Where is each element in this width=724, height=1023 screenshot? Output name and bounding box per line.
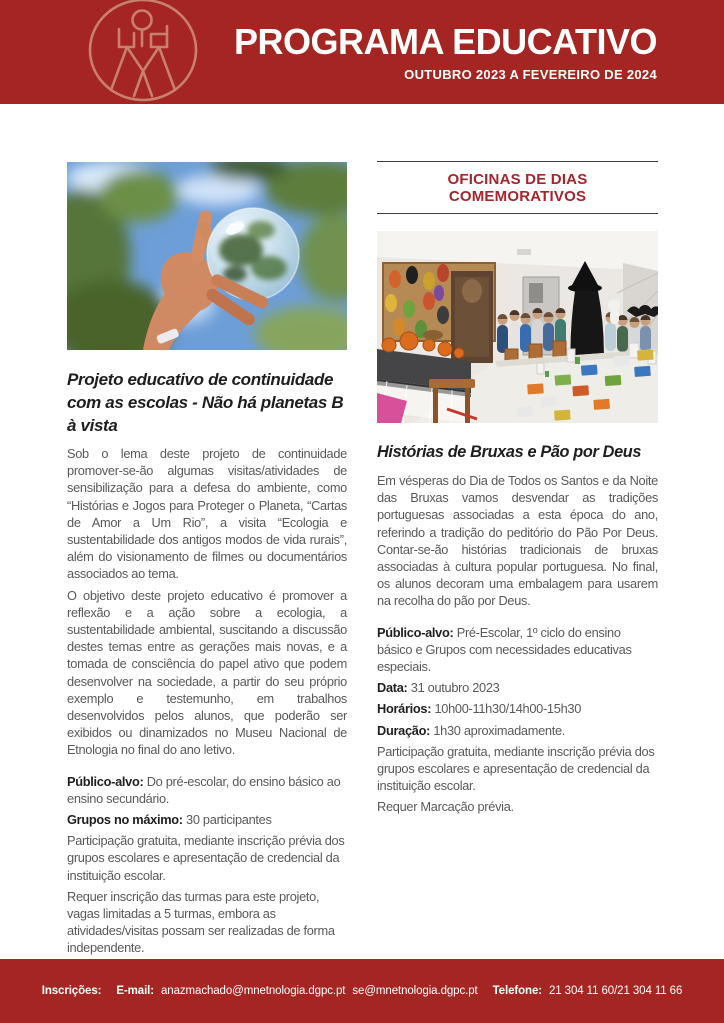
right-column: [377, 104, 658, 961]
note-free-participation: Participação gratuita, mediante inscrição prévia dos grupos escolares e apresentação de credencial da instituição escolar.: [67, 833, 345, 883]
email-address-1: anazmachado@mnetnologia.dgpc.pt: [161, 985, 346, 997]
footer-bar: [0, 959, 724, 1023]
detail-label: Data:: [377, 680, 408, 696]
detail-group-size: [67, 811, 347, 828]
detail-text: Pré-Escolar, 1º ciclo do ensino básico e Grupos com necessidades educativas especiais.: [377, 624, 632, 675]
header-subtitle: OUTUBRO 2023 A FEVEREIRO DE 2024: [404, 66, 657, 82]
section-heading-box: [377, 161, 658, 214]
section-heading: OFICINAS DE DIAS COMEMORATIVOS: [447, 171, 588, 205]
workshop-paragraph: Em vésperas do Dia de Todos os Santos e da Noite das Bruxas vamos desvendar as tradições portuguesas associadas a esta época do ano, referindo a tradição do peditório do Pão Por Deus. Contar-se-ão histórias tradicionais de bruxas associadas à cultura popular portuguesa. No final, os alunos decoram uma embalagem para usarem na recolha do pão por Deus.: [377, 473, 658, 609]
project-details: [67, 773, 347, 957]
left-column: [67, 104, 347, 961]
detail-date: [377, 679, 658, 696]
museum-logo-icon: [83, 0, 203, 104]
detail-text: 30 participantes: [186, 812, 272, 828]
page-title: PROGRAMA EDUCATIVO: [234, 21, 657, 62]
email-address-2: se@mnetnologia.dgpc.pt: [352, 985, 478, 997]
project-photo: [67, 162, 347, 350]
project-paragraph-1: Sob o lema deste projeto de continuidade promover-se-ão algumas visitas/atividades de sensibilização para a defesa do ambiente, como “Histórias e Jogos para Proteger o Planeta, “Cartas de Amor a Um Rio”, a visita “Ecologia e sustentabilidade dos antigos modos de vida rurais”, além do visionamento de filmes ou documentários associados ao tema.: [67, 446, 347, 582]
workshop-details: [377, 624, 658, 816]
email-label: E-mail:: [116, 985, 154, 997]
phone-label: Telefone:: [492, 985, 542, 997]
detail-duration: [377, 722, 658, 739]
detail-text: 1h30 aproximadamente.: [433, 722, 566, 738]
header-banner: [0, 0, 724, 104]
detail-label: Duração:: [377, 722, 431, 738]
detail-text: 10h00-11h30/14h00-15h30: [434, 701, 582, 717]
detail-schedule: [377, 700, 658, 717]
detail-text: 31 outubro 2023: [410, 680, 500, 696]
project-title: Projeto educativo de continuidade com as escolas - Não há planetas B à vista: [67, 370, 344, 435]
project-paragraph-2: O objetivo deste projeto educativo é promover a reflexão e a ação sobre a ecologia, a sustentabilidade ambiental, suscitando a discussão destes temas entre as gerações mais novas, e a tomada de consciência do papel ativo que podem desenvolver na sociedade, a partir do seu próprio exemplo e testemunho, em trabalhos desenvolvidos pelos alunos, que poderão ser exibidos ou dinamizados no Museu Nacional de Etnologia no final do ano letivo.: [67, 587, 347, 758]
phone-number: 21 304 11 60/21 304 11 66: [548, 985, 683, 997]
detail-label: Público-alvo:: [67, 773, 144, 789]
detail-text: Do pré-escolar, do ensino básico ao ensino secundário.: [67, 773, 341, 806]
content-area: [67, 104, 658, 961]
detail-label: Horários:: [377, 701, 432, 717]
note-registration: Requer inscrição das turmas para este projeto, vagas limitadas a 5 turmas, embora as atividades/visitas possam ser realizadas de forma independente.: [67, 888, 335, 956]
inscriptions-label: Inscrições:: [41, 985, 102, 997]
detail-target-audience: [67, 773, 347, 807]
detail-label: Grupos no máximo:: [67, 812, 183, 828]
detail-target-audience: [377, 624, 658, 676]
note-free-participation: Participação gratuita, mediante inscrição prévia dos grupos escolares e apresentação de credencial da instituição escolar.: [377, 743, 655, 794]
detail-label: Público-alvo:: [377, 624, 454, 640]
workshop-title: Histórias de Bruxas e Pão por Deus: [377, 443, 642, 461]
workshop-photo: [377, 231, 658, 423]
note-booking-required: Requer Marcação prévia.: [377, 799, 514, 815]
